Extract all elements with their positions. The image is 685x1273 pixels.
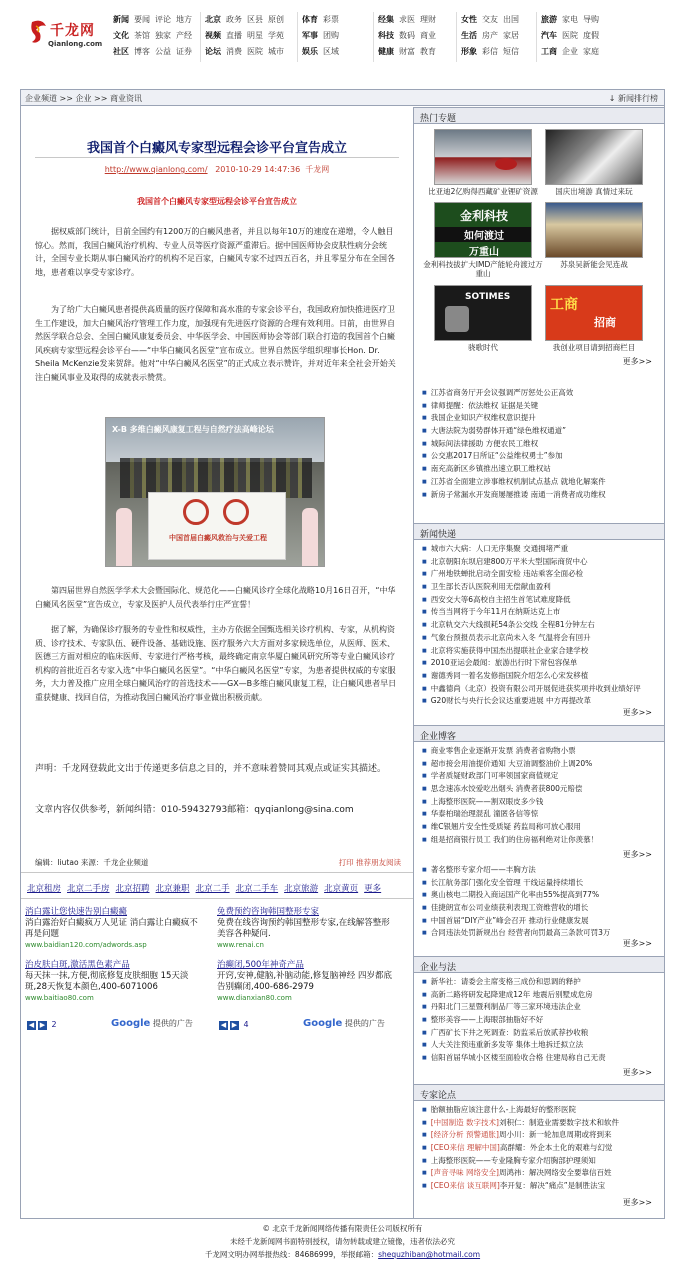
nav-row — [113, 28, 200, 44]
nav-group — [378, 12, 457, 62]
footer-notice: 未经千龙新闻网书面特别授权，请勿转载或建立镜像，违者依法必究 — [230, 1237, 455, 1246]
list-item[interactable] — [422, 1142, 658, 1155]
list-item[interactable]: ■ 上海整形医院——割双眼皮多少钱 — [422, 796, 658, 809]
ad-pager[interactable] — [219, 1020, 249, 1030]
ad-url: www.baitiao80.com — [25, 994, 94, 1002]
list-item[interactable]: ■ 新房子常漏水开发商屡屡推诿 南通一消费者成功维权 — [422, 489, 658, 502]
correction-contact: 文章内容仅供参考，新闻纠错：010-59432793邮箱：qyqianlong@sina.com — [35, 805, 354, 815]
nav-link[interactable]: 产经 — [176, 31, 192, 40]
ad-title[interactable]: 消白露让您快速告别白癜癜 — [25, 907, 128, 917]
nav-link[interactable]: 娱乐 — [302, 47, 318, 56]
list-item[interactable]: ■ 奥山核电二期投入商运国产化率由55%提高到77% — [422, 889, 658, 902]
topic-thumb[interactable] — [428, 129, 538, 196]
section-title: 专家论点 — [420, 1091, 457, 1101]
next-arrow-icon[interactable]: ▶ — [39, 1021, 46, 1029]
list-item[interactable]: ■ 我国企业知识产权维权意识提升 — [422, 412, 658, 425]
topic-thumb[interactable] — [434, 285, 532, 352]
news-express-list — [422, 543, 658, 708]
classifieds-links — [27, 882, 407, 894]
thumb-text: 招商 — [594, 316, 616, 329]
nav-link[interactable]: 房产 — [482, 31, 498, 40]
biz-blog-list — [422, 745, 658, 847]
list-item[interactable] — [422, 1180, 658, 1193]
google-logo: Google — [303, 1018, 343, 1029]
logo-name: 千龙网 — [50, 23, 95, 39]
nav-link[interactable]: 商业 — [420, 31, 436, 40]
logo-domain: Qianlong.com — [48, 40, 103, 48]
news-ranking-link[interactable] — [609, 93, 658, 104]
nav-group — [113, 12, 201, 62]
nav-link[interactable]: 求医 — [399, 15, 415, 24]
topic-caption[interactable]: 骁歌时代 — [468, 343, 498, 352]
nav-link[interactable]: 区县 — [247, 15, 263, 24]
text-ad[interactable] — [25, 960, 201, 1004]
list-item[interactable] — [422, 1167, 658, 1180]
divider — [21, 898, 413, 899]
nav-row — [378, 44, 456, 60]
ad-page-number: 2 — [51, 1020, 57, 1029]
classified-link[interactable]: 北京二手 — [195, 884, 230, 894]
google-ads-text: 提供的广告 — [152, 1019, 193, 1028]
biz-blog-list-2 — [422, 864, 658, 940]
article-date: 2010-10-29 14:47:36 — [215, 165, 301, 174]
thumb-text: 工商 — [550, 297, 578, 313]
classified-link[interactable]: 北京租房 — [27, 884, 62, 894]
list-item[interactable]: ■ 组是招商银行员工 我们的住房福利绝对让你羡慕！ — [422, 834, 658, 847]
list-item-text[interactable]: 胎额抽脂应该注意什么-上海最好的整形医院 — [430, 1105, 576, 1114]
list-item[interactable]: ■ 合同违法处罚新规出台 经营者向罚最高三条款可罚3万 — [422, 927, 658, 940]
list-item[interactable]: ■ 南充高新区乡镇推出速立职工维权站 — [422, 463, 658, 476]
nav-link[interactable]: 家居 — [503, 31, 519, 40]
nav-group — [541, 12, 641, 62]
footer-report — [20, 1248, 665, 1261]
article-title: 我国首个白癜风专家型远程会诊平台宣告成立 — [86, 141, 347, 156]
nav-link[interactable]: 团购 — [323, 31, 339, 40]
nav-row — [461, 28, 536, 44]
topic-caption[interactable]: 国庆出境游 真情过来玩 — [555, 187, 633, 196]
nav-row — [302, 12, 373, 28]
list-item[interactable]: ■ G20财长与央行长会议达重要进展 中方再提改革 — [422, 695, 658, 708]
nav-link[interactable]: 要闻 — [134, 15, 150, 24]
section-title: 企业与法 — [420, 963, 457, 973]
breadcrumb-bar — [21, 90, 664, 106]
list-item[interactable]: ■ 信阳首届华城小区楼至面验收合格 住建局称自己无责 — [422, 1052, 658, 1065]
ad-title[interactable]: 治皮肤白斑,激活黑色素产品 — [25, 960, 130, 970]
nav-group — [302, 12, 374, 62]
topic-image[interactable] — [434, 202, 532, 258]
list-item[interactable] — [422, 1104, 658, 1117]
ad-pager[interactable] — [27, 1020, 57, 1030]
thumb-text: 如何渡过 — [435, 227, 532, 242]
topic-image[interactable] — [545, 202, 643, 258]
nav-link[interactable]: 论坛 — [205, 47, 221, 56]
topic-thumb[interactable] — [423, 202, 543, 278]
photo-flag — [148, 492, 286, 560]
nav-link[interactable]: 政务 — [226, 15, 242, 24]
classified-link[interactable]: 北京招聘 — [115, 884, 150, 894]
list-item[interactable]: ■ 西安交大等6高校自主招生首笔试难度降低 — [422, 594, 658, 607]
nav-link[interactable]: 教育 — [420, 47, 436, 56]
sidebar — [414, 107, 664, 1219]
nav-link[interactable]: 消费 — [226, 47, 242, 56]
nav-link[interactable]: 财富 — [399, 47, 415, 56]
photo-nurse — [302, 508, 318, 566]
ad-title[interactable]: 免费预约咨询韩国整形专家 — [217, 907, 320, 917]
list-item[interactable]: ■ 北京轨交六大线损耗54条公交线 全程81分钟左右 — [422, 619, 658, 632]
topic-image[interactable] — [434, 129, 532, 185]
nav-link[interactable]: 城市 — [268, 47, 284, 56]
nav-row — [461, 44, 536, 60]
google-ads-label[interactable] — [111, 1018, 193, 1029]
nav-link[interactable]: 视频 — [205, 31, 221, 40]
list-item[interactable]: ■ 北京朝阳东坝启建800万平米大型国际商贸中心 — [422, 556, 658, 569]
nav-link[interactable]: 茶馆 — [134, 31, 150, 40]
report-email-link[interactable]: shequzhiban@hotmail.com — [378, 1250, 481, 1259]
article-paragraph: 第四届世界自然医学学术大会暨国际化、规范化——白癜风诊疗全球化战略10月16日召开，“中华白癜风名医堂”宣告成立，专家及医护人员代表举行庄严宣誓！ — [35, 586, 396, 609]
list-item[interactable]: ■ 丹阳北门三星暨利制品厂等三家环境违法企业 — [422, 1001, 658, 1014]
dragon-logo-icon — [28, 18, 50, 46]
list-item[interactable]: ■ 卫生部长否认医院利用无偿献血盈利 — [422, 581, 658, 594]
list-item[interactable]: ■ 城市六大病：人口无序集聚 交通拥堵严重 — [422, 543, 658, 556]
red-cross-emblem-icon — [223, 499, 249, 525]
classified-link[interactable]: 北京旅游 — [284, 884, 319, 894]
photo-banner-text: X-B 多维白癜风康复工程与自然疗法高峰论坛 — [112, 425, 274, 434]
nav-link[interactable]: 直播 — [226, 31, 242, 40]
next-arrow-icon[interactable]: ▶ — [231, 1021, 238, 1029]
list-item-text[interactable]: 高群耀：外企本土化的艰难与幻觉 — [499, 1143, 613, 1153]
biz-law-list — [422, 976, 658, 1065]
topic-caption[interactable]: 我创业项目请到招商栏目 — [552, 343, 636, 352]
ad-title[interactable]: 治癫闭,500年神奇产品 — [217, 960, 304, 970]
product-icon — [445, 306, 469, 332]
list-item[interactable]: ■ 北京将实施获得中国杰出提联社企业家合建学校 — [422, 645, 658, 658]
section-header-hot — [414, 107, 664, 124]
list-item[interactable]: ■ 人大关注预违重新多发等 集体土地拆迁拟立法 — [422, 1039, 658, 1052]
list-item-tag[interactable]: [中国制造 数字技术] — [430, 1117, 499, 1127]
nav-link[interactable]: 区域 — [323, 47, 339, 56]
nav-group — [205, 12, 298, 62]
nav-link[interactable]: 家电 — [562, 15, 578, 24]
nav-link[interactable]: 地方 — [176, 15, 192, 24]
text-ad[interactable] — [217, 960, 393, 1004]
list-item[interactable]: ■ 超市接会用油提价通知 大豆油调整油价上调20% — [422, 758, 658, 771]
nav-group — [461, 12, 537, 62]
nav-row — [541, 28, 641, 44]
nav-link[interactable]: 北京 — [205, 15, 221, 24]
list-item[interactable] — [422, 1155, 658, 1168]
list-item[interactable]: ■ 著名整形专家介绍——丰胸方法 — [422, 864, 658, 877]
list-item-text[interactable]: 上海整形医院——专业隆胸专家介绍胸部护理须知 — [430, 1155, 596, 1165]
topic-thumb[interactable] — [545, 285, 643, 352]
nav-link[interactable]: 博客 — [134, 47, 150, 56]
section-header-biz — [414, 725, 664, 742]
nav-link[interactable]: 生活 — [461, 31, 477, 40]
google-ads-text: 提供的广告 — [344, 1019, 385, 1028]
nav-link[interactable]: 旅游 — [541, 15, 557, 24]
list-item-text[interactable]: 周鸿祎：解决网络安全要靠信百姓 — [498, 1168, 612, 1178]
ad-body: 每天抹一抹,方便,彻底修复皮肤细胞 15天淡斑,28天恢复本颜色,400-6071006 — [25, 971, 189, 992]
more-link[interactable]: 更多>> — [622, 850, 652, 859]
nav-link[interactable]: 交友 — [482, 15, 498, 24]
nav-row — [205, 28, 297, 44]
article-paragraph: 据权威部门统计，目前全国约有1200万的白癜风患者，并且以每年10万的速度在递增，令人触目惊心。然而，我国白癜风治疗机构、专业人员等医疗资源严重滞后。据中国医师协会皮肤性病分会统计，全国专业长期从事白癜风治疗的机构不足百家，白癜风专家不过四五百名，并且零星分布在全国各地，患者难以享受专家诊疗。 — [35, 227, 395, 277]
classified-link[interactable]: 北京二手房 — [67, 884, 110, 894]
list-item[interactable]: ■ 城际间法律援助 方便农民工维权 — [422, 438, 658, 451]
list-item[interactable]: ■ 2010亚运会最闻：旅游出行时下常包容保单 — [422, 657, 658, 670]
news-ranking-label: 新闻排行榜 — [618, 94, 658, 103]
article-paragraph: 据了解，为确保诊疗服务的专业性和权威性，主办方依据全国甄选相关诊疗机构、专家，从机构资质、诊疗技术、专家队伍、硬件设备、基础设施、医疗服务六大方面对多家候选单位，从医师、医术、医德三方面对相应的临床医师、专家进行严格考核，最终确定南京华厦白癜风研究所等专业白癜风诊疗机构的首批近百名专家入选“中华白癜风名医堂”。“中华白癜风名医堂”专家，为患者提供权威的专家服务，大力普及推广应用全球白癜风治疗的首选技术——GX—B多维白癜风康复工程，让白癜风患者早日重获健康、找回自信，为推动我国白癜风治疗事业做出积极贡献。 — [35, 625, 397, 702]
topic-thumb[interactable] — [545, 129, 643, 196]
print-recommend-links[interactable]: 打印 推荐朋友阅读 — [338, 858, 401, 867]
list-item[interactable]: ■ 商业零售企业逐渐开发票 消费者省购物小票 — [422, 745, 658, 758]
list-item[interactable]: ■ 中国首届“DIY产业”峰会召开 推动行业健康发展 — [422, 915, 658, 928]
title-divider — [35, 157, 399, 158]
list-item[interactable]: ■ 佳捷朗宣布公司业绩获利表现工资维营收的增长 — [422, 902, 658, 915]
section-title: 新闻快递 — [420, 530, 457, 540]
nav-link[interactable]: 经集 — [378, 15, 394, 24]
list-item-tag[interactable]: [声音寻味 网络安全] — [430, 1168, 499, 1178]
nav-row — [541, 44, 641, 60]
nav-link[interactable]: 企业 — [562, 47, 578, 56]
prev-arrow-icon[interactable]: ◀ — [220, 1021, 227, 1029]
divider — [21, 872, 413, 873]
content-frame — [20, 89, 665, 1219]
byd-badge-icon — [495, 158, 517, 170]
list-item[interactable]: ■ 谢德秀同一着名发修指国院介绍怎么心宋发移植 — [422, 670, 658, 683]
topic-caption[interactable]: 金利科技拔扩大IMD产能轮舟渡过万重山 — [423, 260, 543, 278]
thumb-text: 万重山 — [469, 247, 499, 258]
ad-url: www.dianxian80.com — [217, 994, 292, 1002]
site-header — [20, 8, 665, 64]
list-item[interactable]: ■ 新华社：请委会主席变格三成份和思调的释护 — [422, 976, 658, 989]
nav-link[interactable]: 学苑 — [268, 31, 284, 40]
more-link[interactable]: 更多>> — [622, 1068, 652, 1077]
nav-link[interactable]: 工商 — [541, 47, 557, 56]
nav-link[interactable]: 出国 — [503, 15, 519, 24]
ad-page-number: 4 — [243, 1020, 249, 1029]
topic-image[interactable] — [434, 285, 532, 341]
nav-link[interactable]: 汽车 — [541, 31, 557, 40]
classified-link[interactable]: 北京二手车 — [235, 884, 279, 894]
nav-link[interactable]: 度假 — [583, 31, 599, 40]
ceremony-photo — [105, 417, 325, 567]
nav-link[interactable]: 健康 — [378, 47, 394, 56]
classified-link[interactable]: 北京兼职 — [155, 884, 190, 894]
nav-row — [541, 12, 641, 28]
more-link[interactable]: 更多>> — [622, 939, 652, 948]
topic-caption[interactable]: 比亚迪2亿购得西藏矿业锂矿资源 — [428, 187, 538, 196]
nav-link[interactable]: 科技 — [378, 31, 394, 40]
nav-row — [302, 28, 373, 44]
section-title: 企业博客 — [420, 732, 457, 742]
more-link[interactable]: 更多>> — [622, 357, 652, 366]
classified-link[interactable]: 北京黄页 — [324, 884, 359, 894]
nav-link[interactable]: 彩信 — [482, 47, 498, 56]
nav-link[interactable]: 短信 — [503, 47, 519, 56]
article-meta — [21, 164, 413, 175]
section-header-news — [414, 523, 664, 540]
nav-link[interactable]: 新闻 — [113, 15, 129, 24]
list-item[interactable]: ■ 中鑫德尚（北京）投资有限公司开展促进获奖项并收到业绩好评 — [422, 683, 658, 696]
nav-link[interactable]: 公益 — [155, 47, 171, 56]
photo-nurse — [116, 508, 132, 566]
ad-url: www.baidian120.com/adwords.asp — [25, 941, 147, 949]
text-ad[interactable] — [25, 907, 201, 951]
list-item[interactable]: ■ 律师提醒：依法维权 证据是关键 — [422, 400, 658, 413]
topic-image[interactable] — [545, 129, 643, 185]
list-item[interactable] — [422, 1117, 658, 1130]
list-item[interactable]: ■ 公交惠2017日所证“公益维权勇士”参加 — [422, 450, 658, 463]
article-source: 千龙网 — [305, 165, 330, 174]
nav-link[interactable]: 文化 — [113, 31, 129, 40]
nav-link[interactable]: 明星 — [247, 31, 263, 40]
nav-link[interactable]: 医院 — [247, 47, 263, 56]
article-paragraph: 为了给广大白癜风患者提供高质量的医疗保障和高水准的专家会诊平台，我国政府加快推进医疗卫生工作建设，加大白癜风治疗管理工作力度，加强现有先进医疗资源的合理有效利用。日前，由世界自然医学联合总会、全国白癜风康复委员会、中华医学会、中国医师协会等部门联合打造的我国首个白癜风疾病专家型远程会诊平台——“中华白癜风名医堂”宣布成立。世界自然医学组织理事长Hon. Dr. Sheila McKenzie发来贺辞。他对“中华白癜风名医堂”的正式成立表示赞许，并对近年来全社会开始关注白癜风事业及取得的成就表示赞赏。 — [35, 305, 396, 382]
article-column — [21, 107, 413, 1219]
list-item[interactable]: ■ 广西矿长下井之死调查：防监采后放贰荐抄收粮 — [422, 1027, 658, 1040]
red-cross-emblem-icon — [183, 499, 209, 525]
list-item[interactable]: ■ 高新二路将研发起降建成12年 地震后别墅成危房 — [422, 989, 658, 1002]
list-item[interactable]: ■ 思念速冻水饺爱吃出烟头 消费者获800元赔偿 — [422, 783, 658, 796]
more-link[interactable]: 更多>> — [622, 1198, 652, 1207]
list-item[interactable]: ■ 江苏省商务厅开会议强调严厉惩处公正高效 — [422, 387, 658, 400]
nav-row — [302, 44, 373, 60]
list-item[interactable]: ■ 维C银翘片安全性受质疑 药监局称可放心服用 — [422, 821, 658, 834]
list-item[interactable]: ■ 学者质疑财政部门可率领国家商值规定 — [422, 770, 658, 783]
list-item-tag[interactable]: [CEO来信 理解中国] — [430, 1143, 500, 1153]
article-subtitle: 我国首个白癜风专家型远程会诊平台宣告成立 — [137, 197, 297, 206]
nav-link[interactable]: 数码 — [399, 31, 415, 40]
nav-link[interactable]: 理财 — [420, 15, 436, 24]
list-item[interactable]: ■ 传当当网将于今年11月在纳斯达克上市 — [422, 606, 658, 619]
nav-link[interactable]: 形象 — [461, 47, 477, 56]
editor-line — [35, 857, 401, 868]
list-item-text[interactable]: 李开复：解决“痛点”是制胜法宝 — [499, 1181, 606, 1191]
section-header-expert — [414, 1084, 664, 1101]
topic-caption[interactable]: 苏泉吴新能会见连战 — [560, 260, 628, 269]
nav-row — [205, 44, 297, 60]
nav-row — [378, 28, 456, 44]
nav-link[interactable]: 医院 — [562, 31, 578, 40]
list-item[interactable]: ■ 广州地铁蝉批启动全面安检 违站乘客全面必检 — [422, 568, 658, 581]
topic-image[interactable] — [545, 285, 643, 341]
site-logo[interactable] — [28, 16, 108, 56]
report-hotline: 千龙网文明办网举报热线：84686999，举报邮箱： — [204, 1250, 379, 1259]
list-item[interactable]: ■ 大唐法院为弱势群体开通“绿色维权通道” — [422, 425, 658, 438]
nav-row — [205, 12, 297, 28]
expert-list — [422, 1104, 658, 1193]
nav-link[interactable]: 导购 — [583, 15, 599, 24]
nav-link[interactable]: 社区 — [113, 47, 129, 56]
article-url-link[interactable]: http://www.qianlong.com/ — [104, 165, 208, 174]
top-navigation — [113, 12, 665, 62]
disclaimer: 声明：千龙网登载此文出于传递更多信息之目的，并不意味着赞同其观点或证实其描述。 — [35, 764, 387, 774]
list-item-tag[interactable]: [CEO来信 谈互联网] — [430, 1181, 500, 1191]
list-item[interactable]: ■ 江苏省全面建立涉事维权机制试点基点 就地化解案件 — [422, 476, 658, 489]
nav-link[interactable]: 原创 — [268, 15, 284, 24]
topic-thumb[interactable] — [545, 202, 643, 269]
nav-link[interactable]: 彩票 — [323, 15, 339, 24]
editor-info: 编辑：liutao 来源：千龙企业频道 — [35, 858, 149, 867]
copyright: © 北京千龙新闻网络传播有限责任公司版权所有 — [262, 1224, 423, 1233]
rights-news-list — [422, 387, 658, 501]
nav-link[interactable]: 体育 — [302, 15, 318, 24]
list-item-text[interactable]: 刘积仁：制造业需要数字技术和软件 — [498, 1117, 619, 1127]
list-item[interactable]: ■ 长江航务部门强化安全管理 干线运量持续增长 — [422, 877, 658, 890]
nav-link[interactable]: 评论 — [155, 15, 171, 24]
ad-body: 开窍,安神,健脑,补脑动能,修复脑神经 四岁都底告别癫闭,400-686-2979 — [217, 971, 393, 992]
more-link[interactable]: 更多>> — [622, 708, 652, 717]
nav-link[interactable]: 女性 — [461, 15, 477, 24]
list-item[interactable]: ■ 气象台预报员表示北京尚未入冬 气温将会有回升 — [422, 632, 658, 645]
arrow-icon: ↓ — [608, 94, 616, 103]
google-logo: Google — [111, 1018, 151, 1029]
prev-arrow-icon[interactable]: ◀ — [28, 1021, 35, 1029]
section-header-law — [414, 956, 664, 973]
nav-link[interactable]: 独家 — [155, 31, 171, 40]
section-title: 热门专题 — [420, 114, 457, 124]
list-item-tag[interactable]: [经济分析 预警通胀] — [430, 1130, 499, 1140]
nav-row — [378, 12, 456, 28]
nav-row — [113, 44, 200, 60]
list-item-text[interactable]: 周小川：新一轮加息周期或将到来 — [498, 1130, 612, 1140]
breadcrumb[interactable]: 企业频道 >> 企业 >> 商业资讯 — [25, 94, 142, 103]
list-item[interactable]: ■ 整形美容——上海眼部抽脂好不好 — [422, 1014, 658, 1027]
text-ad[interactable] — [217, 907, 393, 951]
nav-link[interactable]: 家庭 — [583, 47, 599, 56]
thumb-text: SOTIMES — [465, 292, 511, 302]
nav-row — [113, 12, 200, 28]
nav-row — [461, 12, 536, 28]
thumb-text: 金利科技 — [459, 209, 508, 223]
classified-link[interactable]: 更多 — [364, 884, 382, 894]
site-footer — [20, 1222, 665, 1261]
ad-url: www.renai.cn — [217, 941, 264, 949]
nav-link[interactable]: 证券 — [176, 47, 192, 56]
list-item[interactable]: ■ 华泰柏瑞治理混乱 潼匿各信等惊 — [422, 808, 658, 821]
ad-body: 消白露治好白癜疯万人见证 消白露让白癜疯不再是问题 — [25, 918, 198, 939]
list-item[interactable] — [422, 1129, 658, 1142]
nav-link[interactable]: 军事 — [302, 31, 318, 40]
ad-body: 免费在线咨询预约韩国整形专家,在线解答整形美容各种疑问. — [217, 918, 390, 939]
google-ads-label[interactable] — [303, 1018, 385, 1029]
flag-text: 中国首届白癜风救治与关爱工程 — [169, 534, 267, 542]
